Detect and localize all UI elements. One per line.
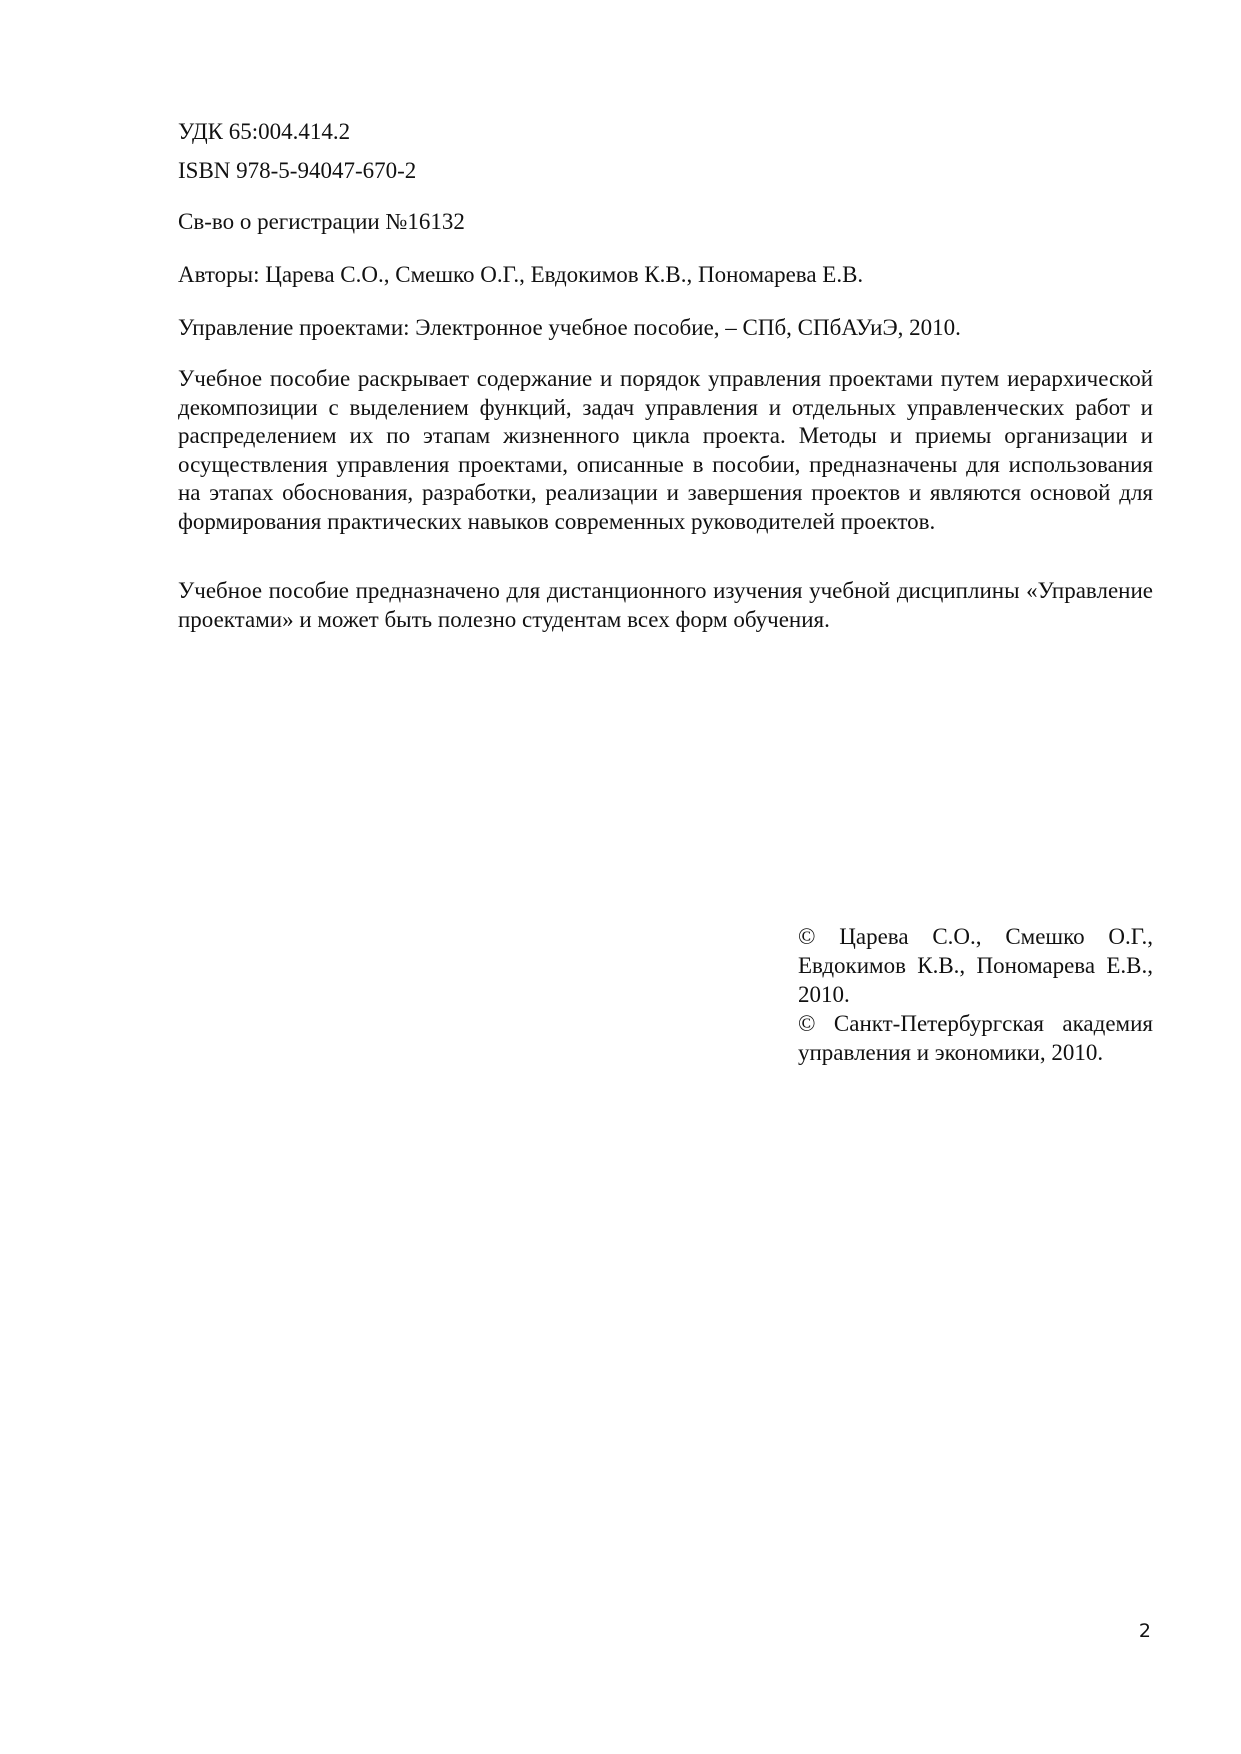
authors-line: Авторы: Царева С.О., Смешко О.Г., Евдокимов К.В., Пономарева Е.В. xyxy=(178,262,864,287)
copyright-academy: © Санкт-Петербургская академия управления и экономики, 2010. xyxy=(798,1011,1153,1065)
page-number: 2 xyxy=(1138,1620,1151,1642)
udk-code: УДК 65:004.414.2 xyxy=(178,119,351,144)
copyright-block xyxy=(798,922,1153,1067)
bibliographic-citation: Управление проектами: Электронное учебное пособие, – СПб, СПбАУиЭ, 2010. xyxy=(178,315,961,340)
isbn: ISBN 978-5-94047-670-2 xyxy=(178,158,417,183)
abstract-paragraph: Учебное пособие раскрывает содержание и порядок управления проектами путем иерархической декомпозиции с выделением функций, задач управления и отдельных управленческих работ и распределением их по этапам жизненного цикла проекта. Методы и приемы организации и осуществления управления проектами, описанные в пособии, предназначены для использования на этапах обоснования, разработки, реализации и завершения проектов и являются основой для формирования практических навыков современных руководителей проектов. xyxy=(178,366,1153,534)
purpose-paragraph: Учебное пособие предназначено для дистанционного изучения учебной дисциплины «Управление проектами» и может быть полезно студентам всех форм обучения. xyxy=(178,578,1153,632)
copyright-authors: © Царева С.О., Смешко О.Г., Евдокимов К.В., Пономарева Е.В., 2010. xyxy=(798,924,1153,1007)
registration-certificate: Св-во о регистрации №16132 xyxy=(178,209,465,234)
